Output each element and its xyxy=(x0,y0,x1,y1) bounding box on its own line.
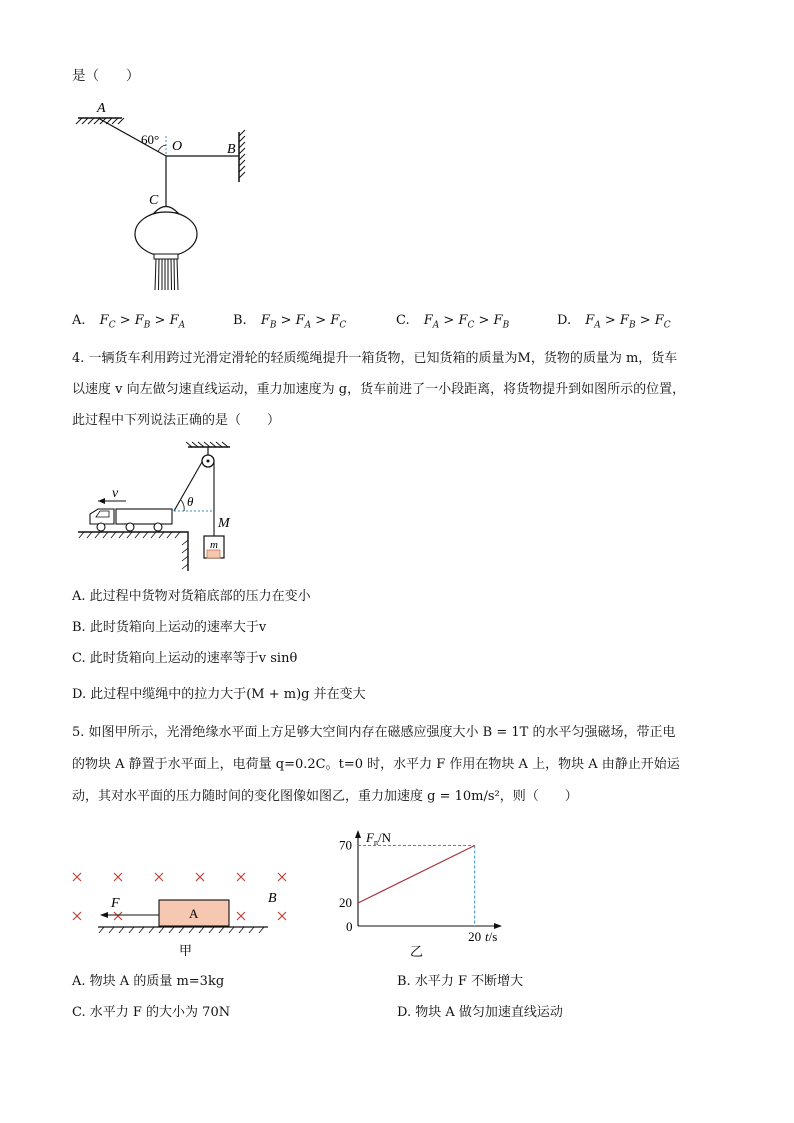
y-axis-arrow xyxy=(355,830,361,838)
q5-stem-line2: 的物块 A 静置于水平面上，电荷量 q=0.2C。t=0 时，水平力 F 作用在物块 A 上，物块 A 由静止开始运 xyxy=(72,757,680,772)
q3-option-a[interactable]: A. $F_C > F_B > F_A$ xyxy=(72,313,186,331)
series-line-fn xyxy=(358,846,475,904)
q5-figure-jia xyxy=(70,862,290,962)
q3-option-d[interactable]: D. $F_A > F_B > F_C$ xyxy=(557,313,671,331)
y-tick-label: 20 xyxy=(339,895,352,910)
label-b: B xyxy=(227,142,236,157)
y-axis-label: $F_n/N$ xyxy=(366,830,391,847)
origin-label: 0 xyxy=(346,919,353,934)
label-c: C xyxy=(149,193,159,208)
q4-option-b[interactable]: B. 此时货箱向上运动的速率大于v xyxy=(72,620,267,635)
field-label: B xyxy=(268,891,277,906)
q4-option-d[interactable]: D. 此过程中缆绳中的拉力大于(M + m)g 并在变大 xyxy=(72,687,366,702)
q3-stem-tail: 是（ ） xyxy=(72,68,140,84)
label-v: v xyxy=(112,486,119,501)
q5-option-d[interactable]: D. 物块 A 做匀加速直线运动 xyxy=(397,1005,563,1020)
label-m-big: M xyxy=(218,516,230,531)
q4-option-a[interactable]: A. 此过程中货物对货箱底部的压力在变小 xyxy=(72,589,311,604)
q5-option-c[interactable]: C. 水平力 F 的大小为 70N xyxy=(72,1005,231,1020)
q5-option-b[interactable]: B. 水平力 F 不断增大 xyxy=(397,974,524,989)
y-tick-label: 70 xyxy=(339,837,352,853)
angle-label: 60° xyxy=(141,132,160,147)
q5-option-a[interactable]: A. 物块 A 的质量 m=3kg xyxy=(72,974,225,989)
label-theta: θ xyxy=(187,494,194,509)
x-axis-label: t/s xyxy=(485,929,498,944)
q3-option-c[interactable]: C. $F_A > F_C > F_B$ xyxy=(396,313,510,331)
q4-option-c[interactable]: C. 此时货箱向上运动的速率等于v sinθ xyxy=(72,651,298,666)
label-a: A xyxy=(97,101,106,116)
q5-chart-yi xyxy=(330,828,510,963)
q5-stem-line3: 动，其对水平面的压力随时间的变化图像如图乙，重力加速度 g = 10m/s²，则（ ） xyxy=(72,789,578,804)
caption-jia: 甲 xyxy=(179,943,193,958)
label-o: O xyxy=(172,139,183,154)
q4-figure xyxy=(74,440,249,575)
q4-stem-line3: 此过程中下列说法正确的是（ ） xyxy=(72,413,281,428)
q5-stem-line1: 5. 如图甲所示，光滑绝缘水平面上方足够大空间内存在磁感应强度大小 B = 1T 的水平匀强磁场，带正电 xyxy=(72,725,676,740)
label-m-small: m xyxy=(210,539,218,551)
q3-figure xyxy=(70,98,260,298)
caption-yi: 乙 xyxy=(410,944,424,959)
q4-stem-line1: 4. 一辆货车利用跨过光滑定滑轮的轻质缆绳提升一箱货物，已知货箱的质量为M，货物的质量为 m，货车 xyxy=(72,351,678,366)
q3-option-b[interactable]: B. $F_B > F_A > F_C$ xyxy=(233,313,347,331)
force-label: F xyxy=(111,896,120,911)
x-tick-label: 20 xyxy=(468,929,482,944)
q4-stem-line2: 以速度 v 向左做匀速直线运动，重力加速度为 g，货车前进了一小段距离，将货物提升到如图所示的位置， xyxy=(72,382,686,397)
block-label: A xyxy=(189,906,199,921)
